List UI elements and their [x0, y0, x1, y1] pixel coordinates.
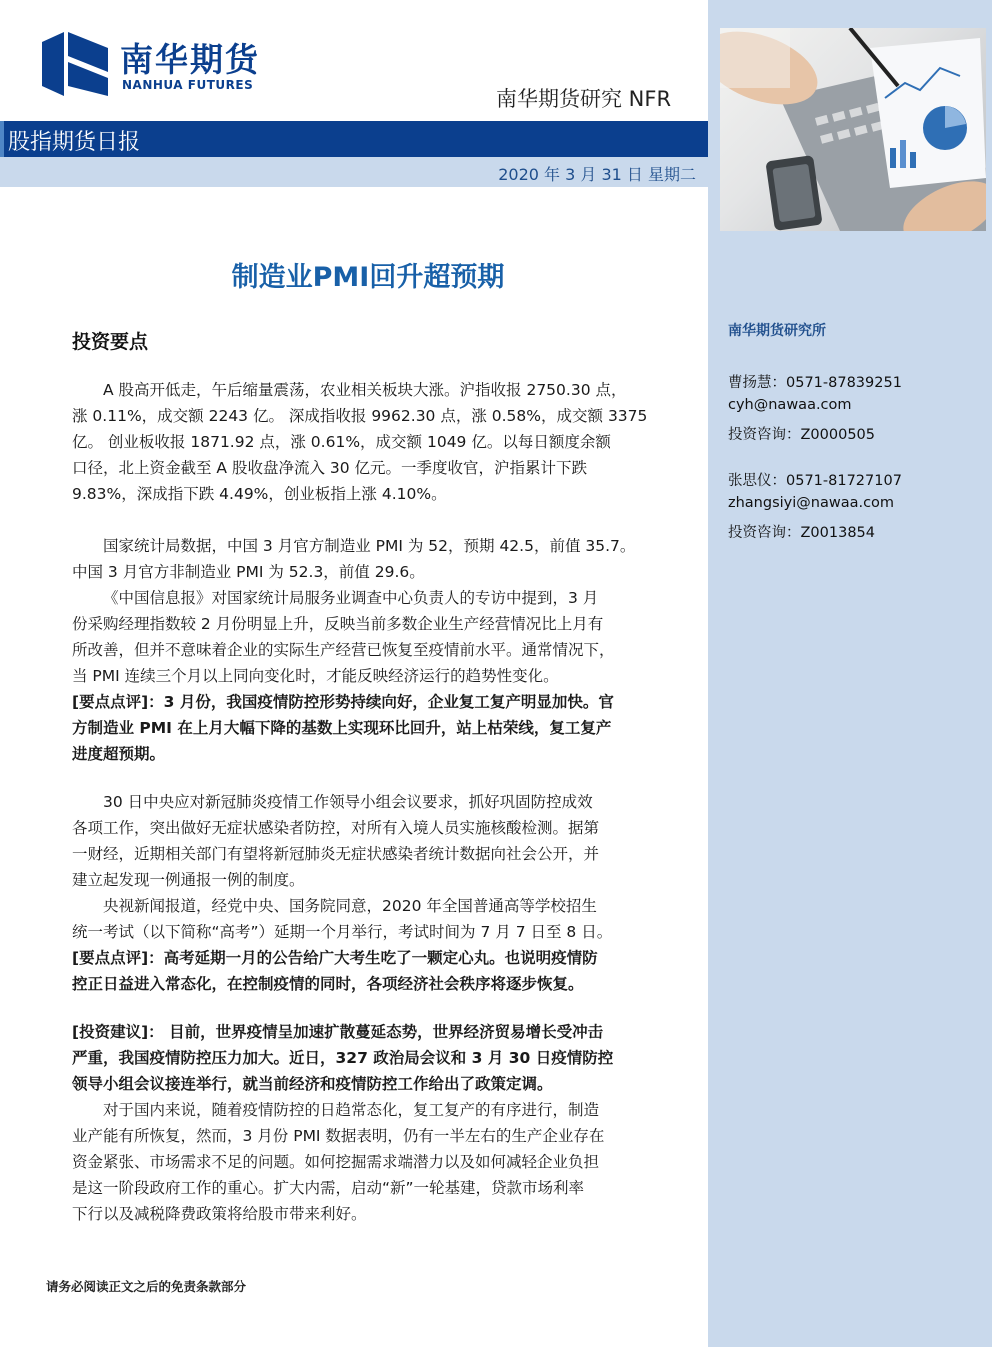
paragraph-line: 央视新闻报道，经党中央、国务院同意，2020 年全国普通高等学校招生 [103, 897, 597, 915]
business-photo [720, 28, 986, 231]
paragraph-line: 所改善，但并不意味着企业的实际生产经营已恢复至疫情前水平。通常情况下， [72, 641, 615, 659]
paragraph-line: 业产能有所恢复，然而，3 月份 PMI 数据表明，仍有一半左右的生产企业存在 [72, 1127, 605, 1145]
paragraph-epidemic [72, 789, 662, 997]
paragraph-line: 统一考试（以下简称“高考”）延期一个月举行，考试时间为 7 月 7 日至 8 日。 [72, 923, 613, 941]
paragraph-pmi [72, 533, 662, 767]
paragraph-line: 对于国内来说，随着疫情防控的日趋常态化，复工复产的有序进行，制造 [103, 1101, 600, 1119]
nanhua-logo [42, 32, 272, 96]
paragraph-line: 一财经，近期相关部门有望将新冠肺炎无症状感染者统计数据向社会公开，并 [72, 845, 600, 863]
paragraph-line: 建立起发现一例通报一例的制度。 [72, 871, 305, 889]
contact-email[interactable]: cyh@nawaa.com [728, 397, 852, 413]
report-type-title: 股指期货日报 [8, 130, 141, 155]
paragraph-market-summary [72, 377, 662, 507]
paragraph-line-comment: 方制造业 PMI 在上月大幅下降的基数上实现环比回升，站上枯荣线，复工复产 [72, 719, 612, 737]
contact-license: 投资咨询：Z0013854 [728, 525, 876, 541]
paragraph-investment-advice [72, 1019, 662, 1227]
paragraph-line: 30 日中央应对新冠肺炎疫情工作领导小组会议要求，抓好巩固防控成效 [103, 793, 593, 811]
logo-mark-icon [42, 32, 108, 96]
contact-name-phone: 张思仪：0571-81727107 [728, 473, 902, 489]
paragraph-line: 份采购经理指数较 2 月份明显上升，反映当前多数企业生产经营情况比上月有 [72, 615, 604, 633]
paragraph-line: 国家统计局数据，中国 3 月官方制造业 PMI 为 52，预期 42.5，前值 35.7。 [103, 537, 636, 555]
paragraph-line-comment: [要点点评]：3 月份，我国疫情防控形势持续向好，企业复工复产明显加快。官 [72, 693, 614, 711]
main-heading: 制造业PMI回升超预期 [231, 262, 505, 293]
logo-chinese-name: 南华期货 [120, 40, 260, 79]
paragraph-line: 亿。 创业板收报 1871.92 点，涨 0.61%，成交额 1049 亿。以每日额度余额 [72, 433, 611, 451]
report-date: 2020 年 3 月 31 日 星期二 [498, 165, 696, 184]
section-heading: 投资要点 [72, 331, 149, 353]
logo-english-name: NANHUA FUTURES [122, 78, 254, 92]
paragraph-line: A 股高开低走，午后缩量震荡，农业相关板块大涨。沪指收报 2750.30 点， [103, 381, 627, 399]
paragraph-line: 资金紧张、市场需求不足的问题。如何挖掘需求端潜力以及如何减轻企业负担 [72, 1153, 600, 1171]
paragraph-line-advice: 领导小组会议接连举行，就当前经济和疫情防控工作给出了政策定调。 [72, 1075, 553, 1093]
report-bar-accent [0, 121, 4, 157]
paragraph-line: 中国 3 月官方非制造业 PMI 为 52.3，前值 29.6。 [72, 563, 425, 581]
research-institute-name: 南华期货研究所 [728, 323, 826, 339]
paragraph-line: 是这一阶段政府工作的重心。扩大内需，启动“新”一轮基建，贷款市场利率 [72, 1179, 585, 1197]
paragraph-line: 口径，北上资金截至 A 股收盘净流入 30 亿元。一季度收官，沪指累计下跌 [72, 459, 588, 477]
paragraph-line: 《中国信息报》对国家统计局服务业调查中心负责人的专访中提到，3 月 [103, 589, 599, 607]
paragraph-line: 下行以及减税降费政策将给股市带来利好。 [72, 1205, 367, 1223]
paragraph-line-comment: [要点点评]：高考延期一月的公告给广大考生吃了一颗定心丸。也说明疫情防 [72, 949, 598, 967]
paragraph-line-comment: 控正日益进入常态化，在控制疫情的同时，各项经济社会秩序将逐步恢复。 [72, 975, 584, 993]
contact-license: 投资咨询：Z0000505 [728, 427, 876, 443]
paragraph-line: 当 PMI 连续三个月以上同向变化时，才能反映经济运行的趋势性变化。 [72, 667, 559, 685]
paragraph-line: 涨 0.11%，成交额 2243 亿。 深成指收报 9962.30 点，涨 0.58%，成交额 3375 [72, 407, 648, 425]
paragraph-line-advice: 严重，我国疫情防控压力加大。近日，327 政治局会议和 3 月 30 日疫情防控 [72, 1049, 614, 1067]
paragraph-line-advice: [投资建议]： 目前，世界疫情呈加速扩散蔓延态势，世界经济贸易增长受冲击 [72, 1023, 604, 1041]
disclaimer-note: 请务必阅读正文之后的免责条款部分 [46, 1279, 247, 1294]
contact-email[interactable]: zhangsiyi@nawaa.com [728, 495, 895, 511]
contact-name-phone: 曹扬慧：0571-87839251 [728, 375, 902, 391]
research-title: 南华期货研究 NFR [496, 87, 672, 111]
paragraph-line-comment: 进度超预期。 [72, 745, 166, 763]
paragraph-line: 各项工作，突出做好无症状感染者防控，对所有入境人员实施核酸检测。据第 [72, 819, 600, 837]
paragraph-line: 9.83%，深成指下跌 4.49%，创业板指上涨 4.10%。 [72, 485, 447, 503]
